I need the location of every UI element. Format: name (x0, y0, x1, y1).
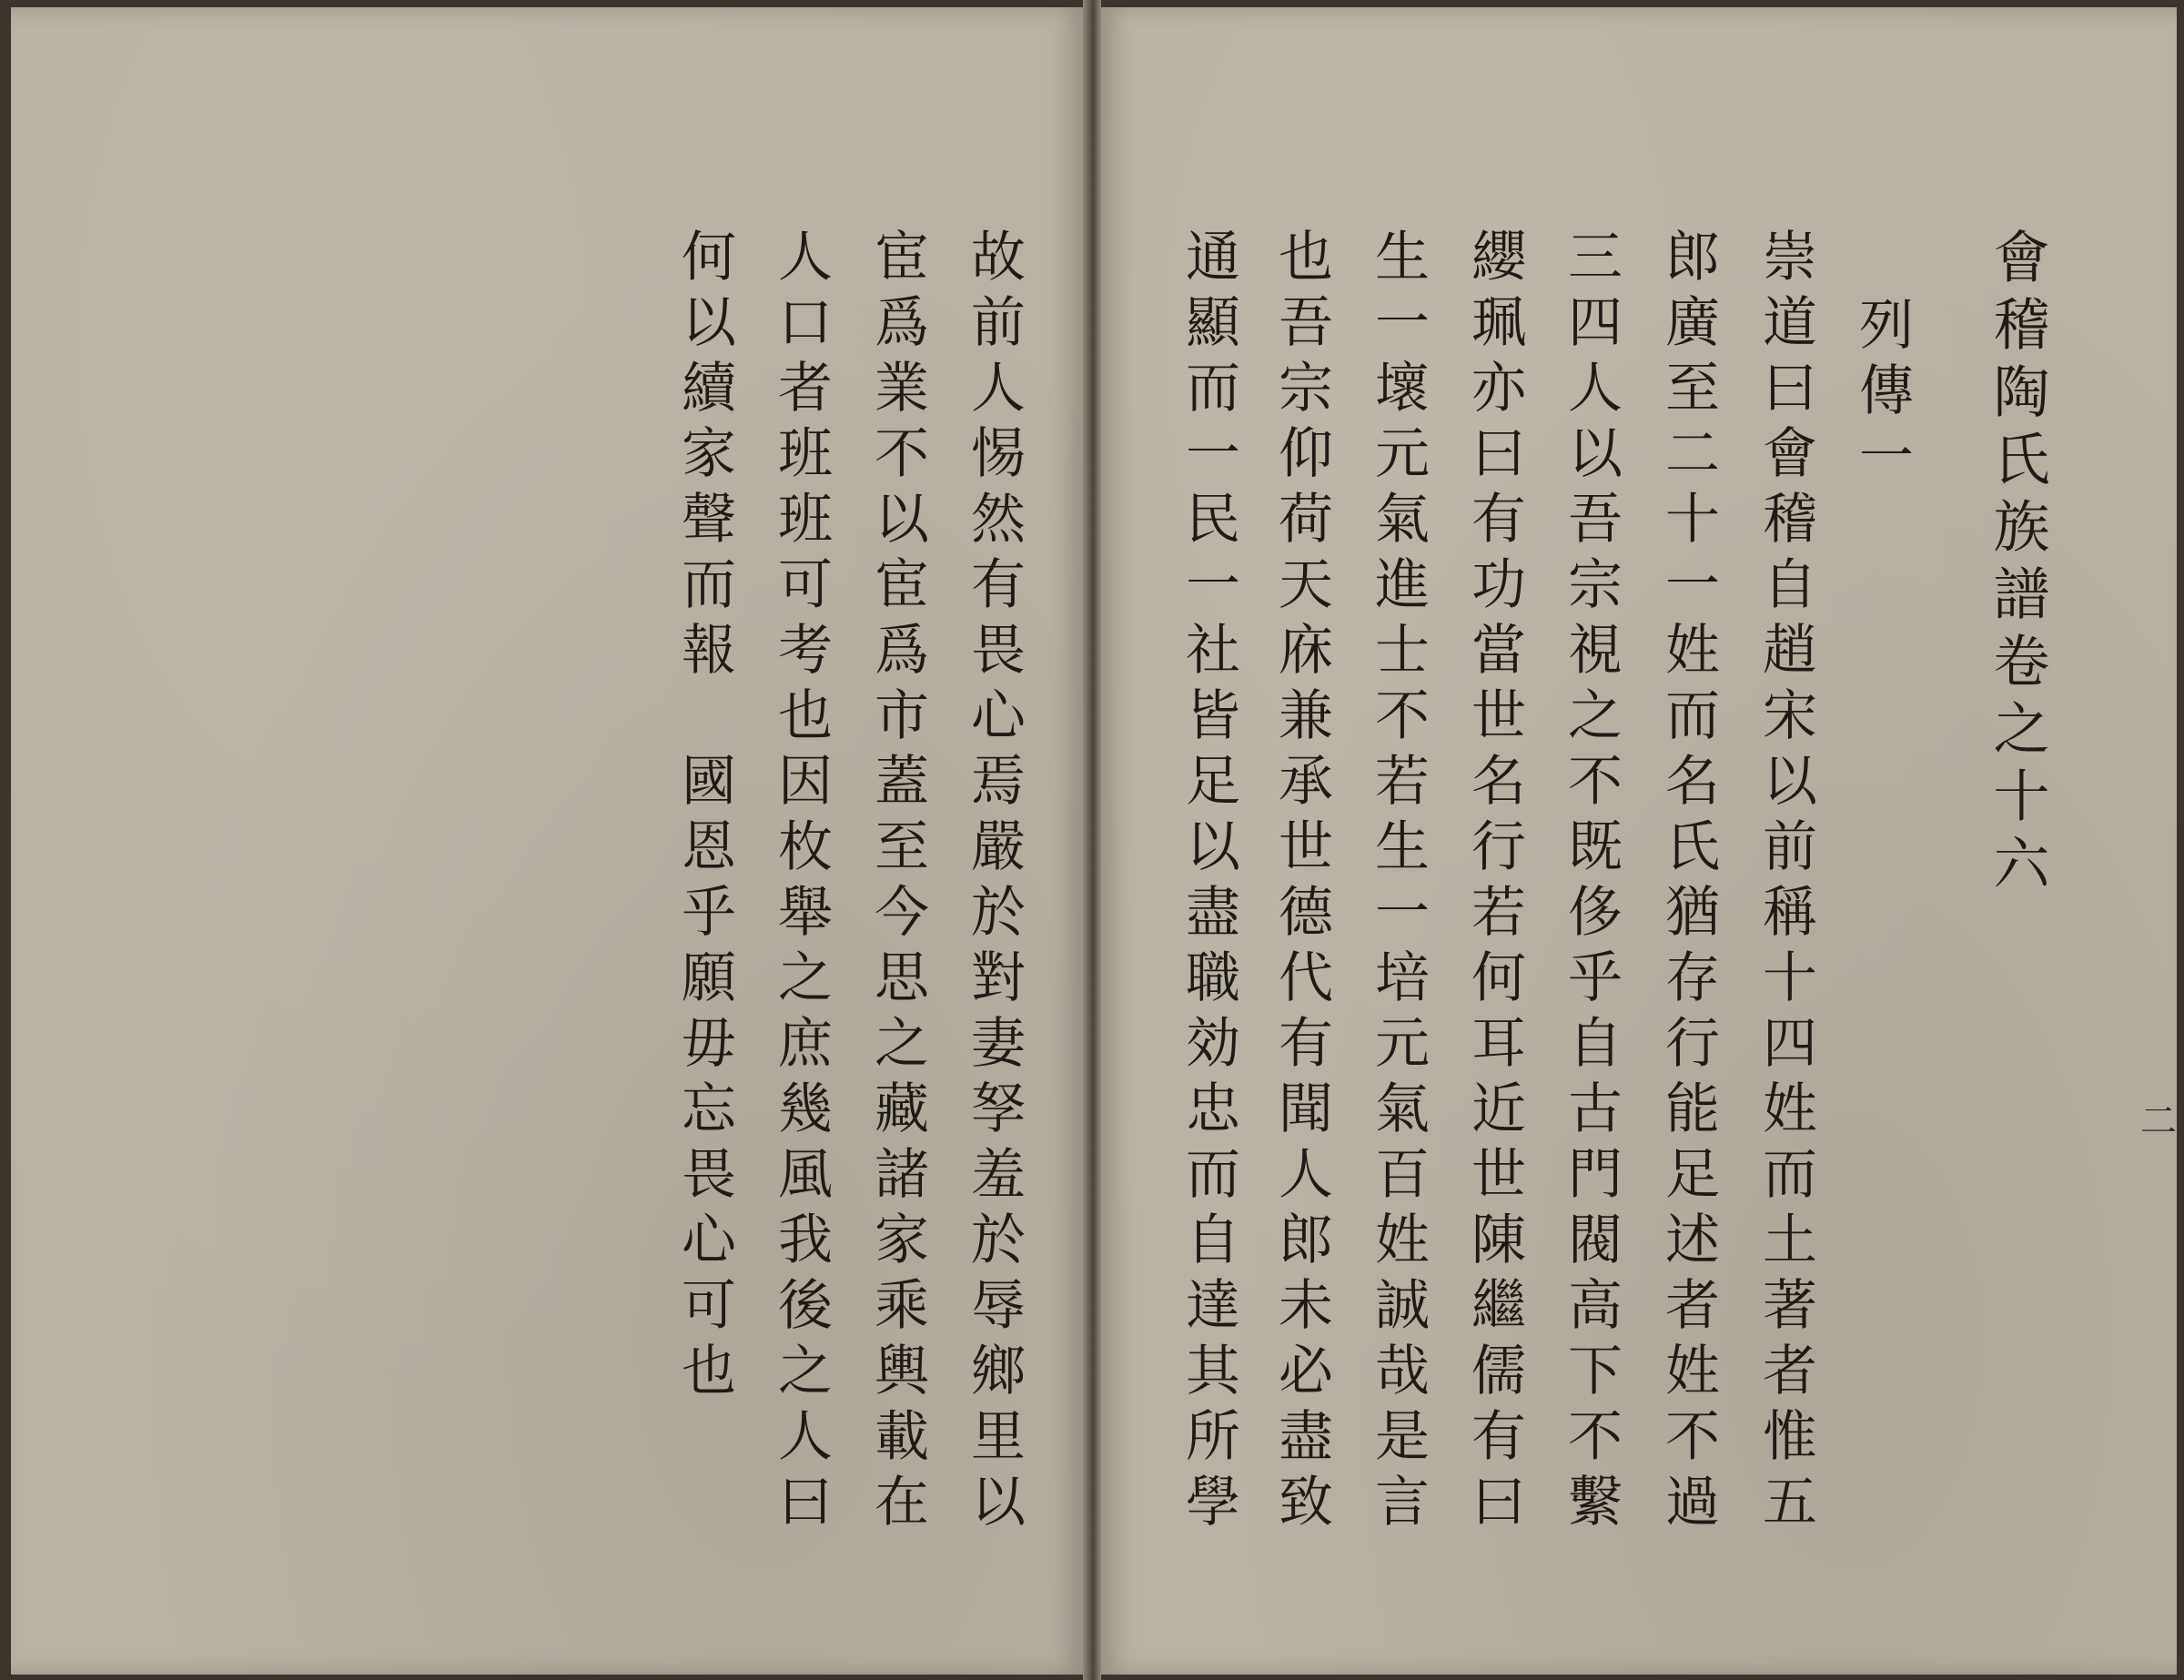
text-column-r7: 通顯而一民一社皆足以盡職効忠而自達其所學 (1177, 228, 1240, 1538)
book-title: 會稽陶氏族譜卷之十六 (1984, 228, 2050, 901)
section-heading: 列傳一 (1850, 296, 1914, 492)
text-column-r6: 也吾宗仰荷天庥兼承世德代有聞人郎未必盡致 (1269, 228, 1333, 1538)
text-column-r1: 崇道曰會稽自趙宋以前稱十四姓而土著者惟五 (1754, 228, 1817, 1538)
text-column-l4: 何以續家聲而報 國恩乎願毋忘畏心可也 (672, 228, 736, 1407)
page-number: 二 (2140, 1100, 2177, 1142)
text-column-l2: 宦爲業不以宦爲市蓋至今思之藏諸家乘輿載在 (865, 228, 929, 1538)
text-column-r2: 郎廣至二十一姓而名氏猶存行能足述者姓不過 (1656, 228, 1720, 1538)
text-column-r4: 纓珮亦曰有功當世名行若何耳近世陳繼儒有曰 (1462, 228, 1526, 1538)
text-column-r3: 三四人以吾宗視之不既侈乎自古門閥高下不繫 (1559, 228, 1623, 1538)
book-gutter (1083, 0, 1101, 1680)
text-column-r5: 生一壞元氣進士不若生一培元氣百姓誠哉是言 (1366, 228, 1430, 1538)
text-column-l1: 故前人惕然有畏心焉嚴於對妻孥羞於辱鄉里以 (962, 228, 1026, 1538)
text-column-l3: 人口者班班可考也因枚舉之庶幾風我後之人曰 (769, 228, 833, 1538)
